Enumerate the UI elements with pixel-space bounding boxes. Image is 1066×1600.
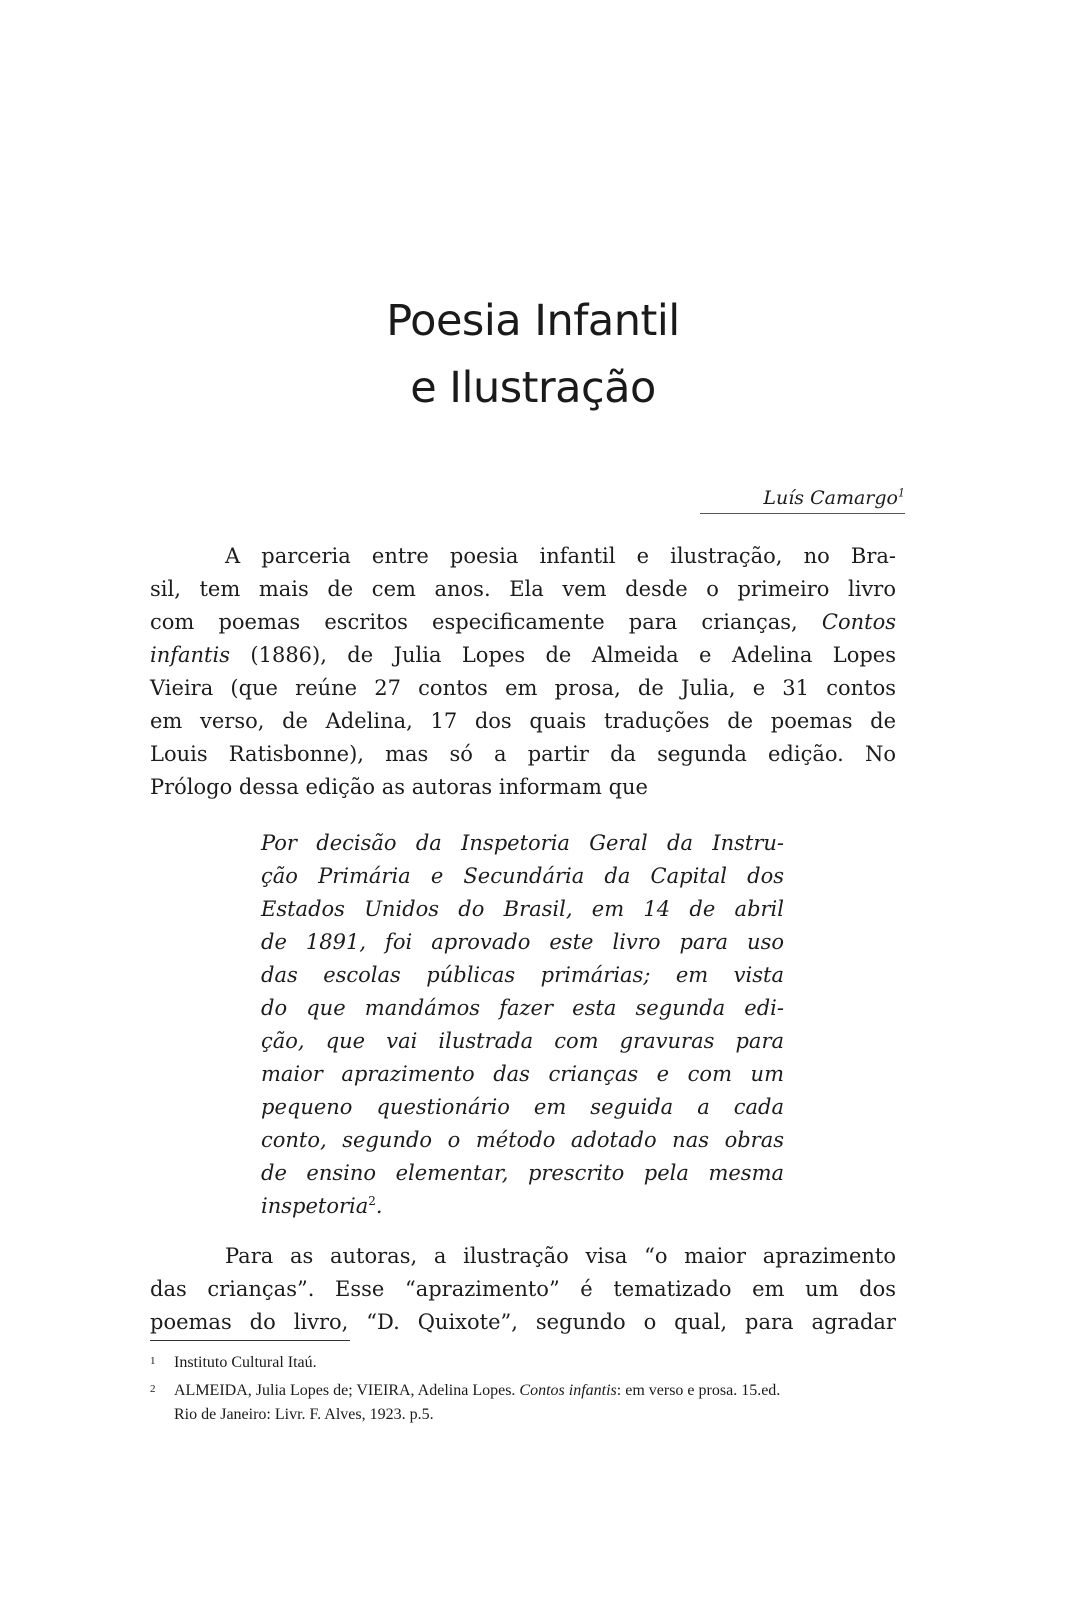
quote-end-punct: . (375, 1194, 383, 1218)
paragraph-1-line: A parceria entre poesia infantil e ilustração, no Bra- (225, 544, 896, 568)
author-byline (700, 483, 905, 514)
footnote-text-line-2: Rio de Janeiro: Livr. F. Alves, 1923. p.5. (174, 1406, 434, 1423)
paragraph-2-line: das crianças”. Esse “aprazimento” é tematizado em um dos (150, 1277, 896, 1301)
paragraph-2-line: poemas do livro, “D. Quixote”, segundo o qual, para agradar (150, 1310, 896, 1334)
author-footnote-mark: 1 (898, 486, 905, 500)
paragraph-1-text: com poemas escritos especificamente para crianças, (150, 610, 798, 634)
paragraph-1-line: Vieira (que reúne 27 contos em prosa, de Julia, e 31 contos (150, 676, 896, 700)
quote-line: Por decisão da Inspetoria Geral da Instru- (261, 831, 784, 855)
paragraph-1-line (150, 639, 896, 672)
quote-line: ção Primária e Secundária da Capital dos (261, 864, 784, 888)
quote-text: inspetoria (261, 1194, 369, 1218)
quote-footnote-mark: 2 (368, 1194, 376, 1208)
quote-line: Estados Unidos do Brasil, em 14 de abril (261, 897, 784, 921)
paragraph-1-line: Louis Ratisbonne), mas só a partir da segunda edição. No (150, 742, 896, 766)
paragraph-1-text: (1886), de Julia Lopes de Almeida e Adelina Lopes (250, 643, 897, 667)
footnote-separator (150, 1340, 350, 1341)
footnote-book-title: Contos infantis (519, 1382, 617, 1399)
author-name: Luís Camargo (763, 487, 898, 509)
book-title-italic: Contos (821, 610, 896, 634)
footnote-2 (150, 1379, 898, 1427)
quote-line: ção, que vai ilustrada com gravuras para (261, 1029, 784, 1053)
footnote-text (150, 1379, 898, 1403)
footnote-text-part: : em verso e prosa. 15.ed. (616, 1382, 781, 1399)
footnote-1 (150, 1351, 898, 1375)
book-title-italic: infantis (150, 643, 230, 667)
quote-line: de 1891, foi aprovado este livro para uso (261, 930, 784, 954)
chapter-title (0, 288, 1066, 422)
quote-line: maior aprazimento das crianças e com um (261, 1062, 784, 1086)
paragraph-1-line: em verso, de Adelina, 17 dos quais traduções de poemas de (150, 709, 896, 733)
footnote-number: 2 (150, 1383, 156, 1395)
chapter-title-line-1: Poesia Infantil (386, 296, 680, 346)
paragraph-2-line: Para as autoras, a ilustração visa “o maior aprazimento (225, 1244, 896, 1268)
quote-line (261, 1190, 784, 1223)
footnote-number: 1 (150, 1355, 156, 1367)
chapter-title-line-2: e Ilustração (410, 363, 656, 413)
paragraph-1-line (150, 606, 896, 639)
quote-line: do que mandámos fazer esta segunda edi- (261, 996, 784, 1020)
paragraph-1-line: sil, tem mais de cem anos. Ela vem desde o primeiro livro (150, 577, 896, 601)
quote-line: pequeno questionário em seguida a cada (261, 1095, 784, 1119)
footnote-text: Instituto Cultural Itaú. (174, 1354, 317, 1371)
quote-line: de ensino elementar, prescrito pela mesma (261, 1161, 784, 1185)
quote-line: das escolas públicas primárias; em vista (261, 963, 784, 987)
paragraph-1-line: Prólogo dessa edição as autoras informam que (150, 775, 648, 799)
quote-line: conto, segundo o método adotado nas obras (261, 1128, 784, 1152)
footnote-text-part: ALMEIDA, Julia Lopes de; VIEIRA, Adelina Lopes. (174, 1382, 520, 1399)
